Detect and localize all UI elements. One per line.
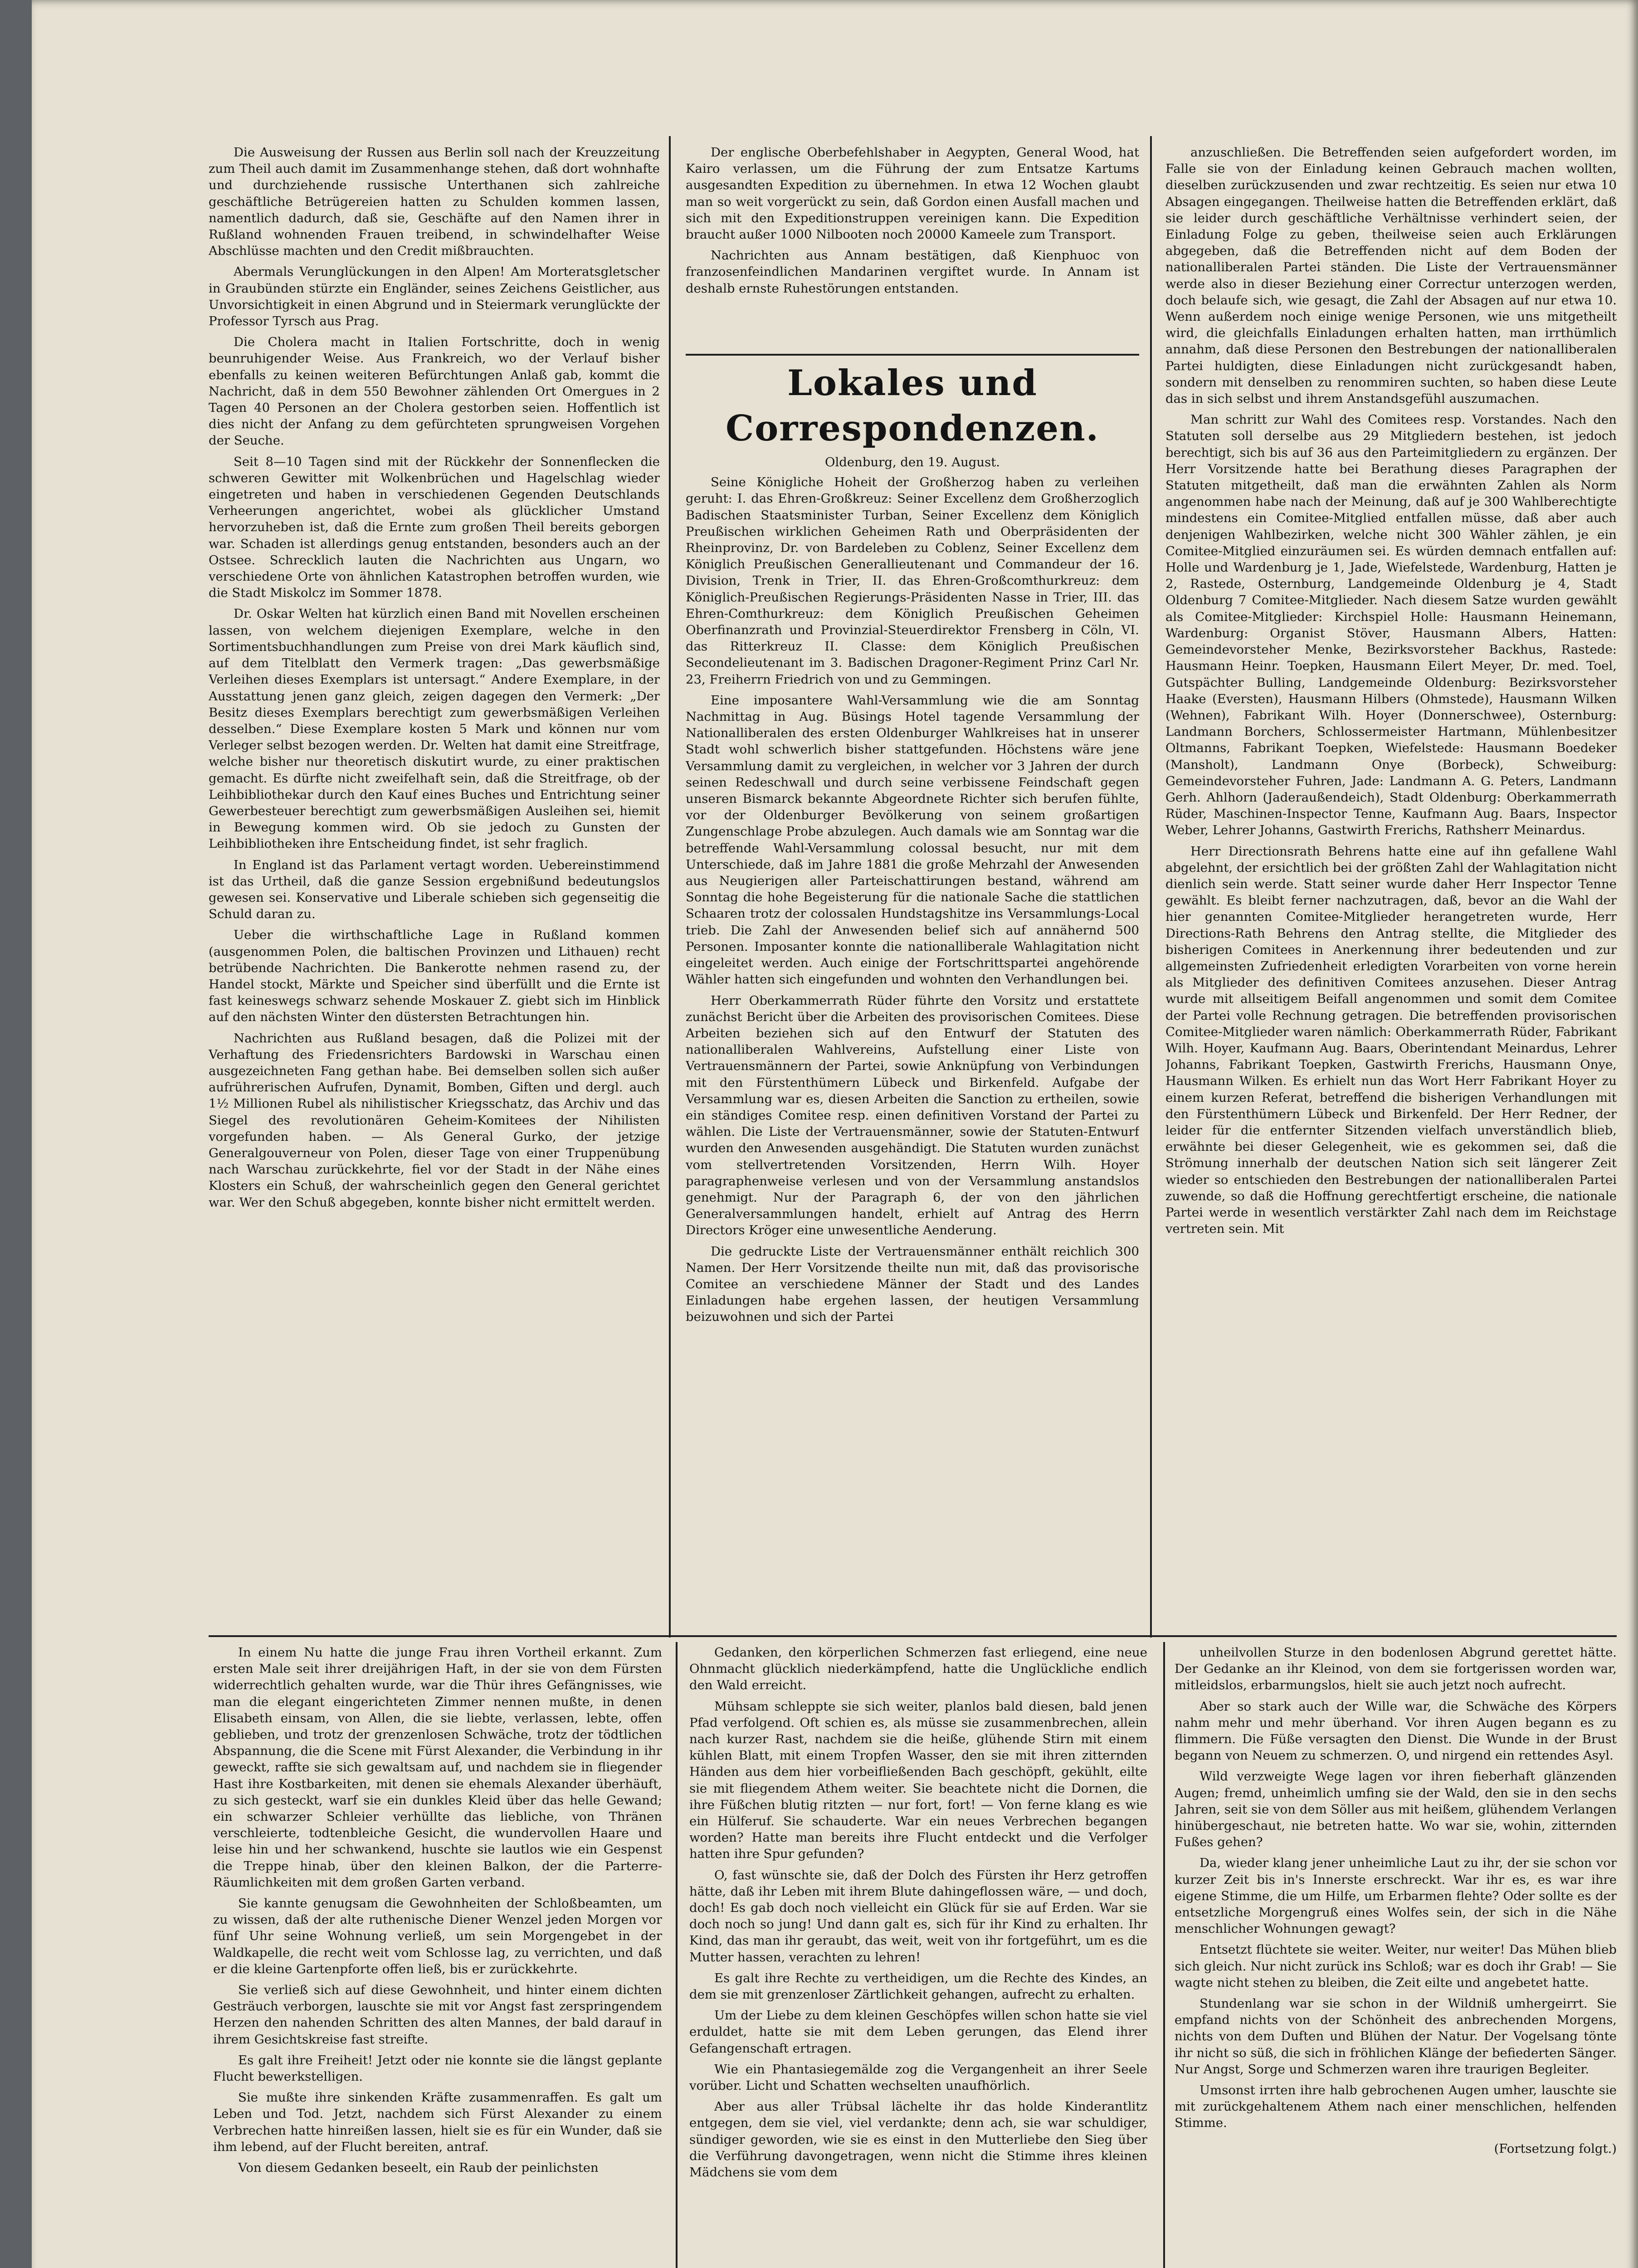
paragraph: Sie kannte genugsam die Gewohnheiten der Schloßbeamten, um zu wissen, daß der alte ruthenische Diener Wenzel jeden Morgen vor fünf Uhr seine Wohnung verließ, um sein Morgengebet in der Waldkapelle, die recht weit vom Schlosse lag, zu verrichten, und daß er die kleine Gartenpforte offen ließ, bis er zurückkehrte. — [213, 1896, 662, 1976]
paragraph: Aber aus aller Trübsal lächelte ihr das holde Kinderantlitz entgegen, dem sie viel, viel verdankte; denn ach, sie war schuldiger, sündiger geworden, wie sie es einst in den Mutterliebe den Sieg über die Verführung davongetragen, wenn nicht die Stimme ihres kleinen Mädchens sie vom dem — [689, 2099, 1147, 2180]
paragraph: Umsonst irrten ihre halb gebrochenen Augen umher, lauschte sie mit zurückgehaltenem Athem nach einer menschlichen, helfenden Stimme. — [1175, 2083, 1617, 2131]
paragraph: Herr Oberkammerrath Rüder führte den Vorsitz und erstattete zunächst Bericht über die Arbeiten des provisorischen Comitees. Diese Arbeiten beziehen sich auf den Entwurf der Statuten des nationalliberalen Wahlvereins, Aufstellung einer Liste von Vertrauensmännern der Partei, sowie Anknüpfung von Verbindungen mit den Fürstenthümern Lübeck und Birkenfeld. Aufgabe der Versammlung war es, diesen Arbeiten die Sanction zu ertheilen, sowie ein ständiges Comitee resp. einen definitiven Vorstand der Partei zu wählen. Die Liste der Vertrauensmänner, sowie der Statuten-Entwurf wurden den Anwesenden ausgehändigt. Die Statuten wurden zunächst vom stellvertretenden Vorsitzenden, Herrn Wilh. Hoyer paragraphenweise verlesen und von der Versammlung anstandslos genehmigt. Nur der Paragraph 6, der von den jährlichen Generalversammlungen handelt, erhielt auf Antrag des Herrn Directors Kröger eine unwesentliche Aenderung. — [686, 993, 1139, 1238]
feuilleton-rule-2 — [1163, 1642, 1165, 2268]
paragraph: Aber so stark auch der Wille war, die Schwäche des Körpers nahm mehr und mehr überhand. Vor ihren Augen begann es zu flimmern. Die Füße versagten den Dienst. Die Wunde in der Brust begann von Neuem zu schmerzen. O, und nirgend ein rettendes Asyl. — [1175, 1699, 1617, 1763]
paragraph: Eine imposantere Wahl-Versammlung wie die am Sonntag Nachmittag in Aug. Büsings Hotel tagende Versammlung der Nationalliberalen des ersten Oldenburger Wahlkreises hat in unserer Stadt wohl schwerlich bisher stattgefunden. Höchstens wäre jene Versammlung damit zu vergleichen, in welcher vor 3 Jahren der durch seinen Redeschwall und durch seine verbissene Feindschaft gegen unseren Bismarck bekannte Abgeordnete Richter sich berufen fühlte, vor der Oldenburger Bevölkerung von seinem großartigen Zungenschlage Probe abzulegen. Auch damals wie am Sonntag war die betreffende Wahl-Versammlung colossal besucht, nur mit dem Unterschiede, daß im Jahre 1881 die große Mehrzahl der Anwesenden aus Neugierigen aller Parteischattirungen bestand, während am Sonntag die hohe Begeisterung für die nationale Sache die stattlichen Schaaren trotz der colossalen Hundstagshitze ins Versammlungs-Local trieb. Die Zahl der Anwesenden belief sich auf annähernd 500 Personen. Imposanter konnte die nationalliberale Wahlagitation nicht eingeleitet werden. Auch einige der Fortschrittspartei angehörende Wähler hatten sich eingefunden und wohnten den Verhandlungen bei. — [686, 693, 1139, 987]
dateline: Oldenburg, den 19. August. — [824, 455, 1000, 469]
paragraph: Entsetzt flüchtete sie weiter. Weiter, nur weiter! Das Mühen blieb sich gleich. Nur nicht zurück ins Schloß; war es doch ihr Grab! — Sie wagte nicht stehen zu bleiben, die Zeit eilte und angebetet hatte. — [1175, 1942, 1617, 1990]
feuilleton-rule-1 — [676, 1642, 678, 2268]
paragraph: Um der Liebe zu dem kleinen Geschöpfes willen schon hatte sie viel erduldet, hatte sie mit dem Leben gerungen, das Elend ihrer Gefangenschaft ertragen. — [689, 2008, 1147, 2056]
paragraph: In England ist das Parlament vertagt worden. Uebereinstimmend ist das Urtheil, daß die ganze Session ergebnißund bedeutungslos gewesen sei. Konservative und Liberale schieben sich gegenseitig die Schuld daran zu. — [209, 857, 660, 922]
paragraph: Da, wieder klang jener unheimliche Laut zu ihr, der sie schon vor kurzer Zeit bis in's Innerste erschreckt. War ihr es, es war ihre eigene Stimme, die um Hilfe, um Erbarmen flehte? Oder sollte es der entsetzliche Morgengruß eines Wolfes sein, der sich in die Nähe menschlicher Wohnungen gewagt? — [1175, 1856, 1617, 1936]
paragraph: Es galt ihre Rechte zu vertheidigen, um die Rechte des Kindes, an dem sie mit grenzenloser Zärtlichkeit gehangen, aufrecht zu erhalten. — [689, 1970, 1147, 2002]
paragraph: Sie verließ sich auf diese Gewohnheit, und hinter einem dichten Gesträuch verborgen, lauschte sie mit vor Angst fast zerspringendem Herzen den nahenden Schritten des alten Mannes, der bald darauf in ihrem Gesichtskreise fast streifte. — [213, 1983, 662, 2047]
paragraph: Wie ein Phantasiegemälde zog die Vergangenheit an ihrer Seele vorüber. Licht und Schatten wechselten unaufhörlich. — [689, 2062, 1147, 2093]
paragraph: In einem Nu hatte die junge Frau ihren Vortheil erkannt. Zum ersten Male seit ihrer dreijährigen Haft, in der sie von dem Fürsten widerrechtlich gehalten wurde, war die Thür ihres Gefängnisses, wie man die elegant eingerichteten Zimmer nennen mußte, in denen Elisabeth einsam, von Allen, die sie liebte, verlassen, lebte, offen geblieben, und trotz der grenzenlosen Schwäche, trotz der tödtlichen Abspannung, die die Scene mit Fürst Alexander, die Verbindung in ihr geweckt, raffte sie sich gewaltsam auf, und nachdem sie in fliegender Hast ihre Kostbarkeiten, mit denen sie ehemals Alexander überhäuft, zu sich gesteckt, warf sie ein dunkles Kleid über das helle Gewand; ein schwarzer Schleier verhüllte das liebliche, von Thränen verschleierte, todtenbleiche Gesicht, die wundervollen Haare und leise hin und her schwankend, huschte sie lautlos wie ein Gespenst die Treppe hinab, über den kleinen Balkon, der die Parterre-Räumlichkeiten mit dem großen Garten verband. — [213, 1645, 662, 1890]
paragraph: unheilvollen Sturze in den bodenlosen Abgrund gerettet hätte. Der Gedanke an ihr Kleinod, von dem sie fortgerissen worden war, mitleidslos, erbarmungslos, hielt sie auch jetzt noch aufrecht. — [1175, 1645, 1617, 1693]
news-column-2-bottom — [686, 474, 1139, 1325]
paragraph: Gedanken, den körperlichen Schmerzen fast erliegend, eine neue Ohnmacht glücklich niederkämpfend, hatte die Unglückliche endlich den Wald erreicht. — [689, 1645, 1147, 1693]
news-column-2-top — [686, 144, 1139, 346]
feuilleton-rule — [209, 1635, 1617, 1637]
paragraph: Die Cholera macht in Italien Fortschritte, doch in wenig beunruhigender Weise. Aus Frankreich, wo der Verlauf bisher ebenfalls zu keinen weiteren Befürchtungen Anlaß gab, kommt die Nachricht, daß in dem 550 Bewohner zählenden Ort Omergues in 2 Tagen 40 Personen an der Cholera gestorben seien. Hoffentlich ist dies nicht der Anfang zu dem gefürchteten sprungweisen Vorgehen der Seuche. — [209, 335, 660, 448]
newspaper-page — [32, 0, 1638, 2268]
paragraph: Von diesem Gedanken beseelt, ein Raub der peinlichsten — [238, 2160, 599, 2175]
column-rule-1 — [669, 136, 671, 1637]
news-column-1 — [209, 144, 660, 1584]
column-rule-2 — [1150, 136, 1152, 1637]
paragraph: Stundenlang war sie schon in der Wildniß umhergeirrt. Sie empfand nichts von der Schönheit des anbrechenden Morgens, nichts von dem Duften und Blühen der Natur. Der Vogelsang tönte ihr nicht so süß, die sich in fröhlichen Klänge der befiederten Sänger. Nur Angst, Sorge und Schmerzen waren ihre traurigen Begleiter. — [1175, 1996, 1617, 2077]
feuilleton-column-3 — [1175, 1644, 1617, 2131]
paragraph: Ueber die wirthschaftliche Lage in Rußland kommen (ausgenommen Polen, die baltischen Provinzen und Lithauen) recht betrübende Nachrichten. Die Bankerotte nehmen rasend zu, der Handel stockt, Märkte und Speicher sind überfüllt und die Ernte ist fast keineswegs schwarz sehende Moskauer Z. giebt sich im Hinblick auf den nächsten Winter den düstersten Betrachtungen hin. — [209, 928, 660, 1025]
paragraph: Seit 8—10 Tagen sind mit der Rückkehr der Sonnenflecken die schweren Gewitter mit Wolkenbrüchen und Hagelschlag wieder eingetreten und haben in verschiedenen Gegenden Deutschlands Verheerungen angerichtet, wobei als glücklicher Umstand hervorzuheben ist, daß die Ernte zum großen Theil bereits geborgen war. Schaden ist allerdings genug entstanden, besonders auch an der Ostsee. Schrecklich lauten die Nachrichten aus Ungarn, wo verschiedene Orte von ähnlichen Katastrophen betroffen wurden, wie die Stadt Miskolcz im Sommer 1878. — [209, 454, 660, 601]
paragraph: Nachrichten aus Rußland besagen, daß die Polizei mit der Verhaftung des Friedensrichters Bardowski in Warschau einen ausgezeichneten Fang gethan habe. Bei demselben sollen sich außer aufrührerischen Aufrufen, Dynamit, Bomben, Giften und dergl. auch 1½ Millionen Rubel als nihilistischer Kriegsschatz, das Archiv und das Siegel des revolutionären Geheim-Komitees der Nihilisten vorgefunden haben. — Als General Gurko, der jetzige Generalgouverneur von Polen, dieser Tage von einer Truppenübung nach Warschau zurückkehrte, fiel vor der Stadt in der Nähe eines Klosters ein Schuß, der wahrscheinlich gegen den General gerichtet war. Wer den Schuß abgegeben, konnte bisher nicht ermittelt werden. — [209, 1031, 660, 1210]
paragraph: Mühsam schleppte sie sich weiter, planlos bald diesen, bald jenen Pfad verfolgend. Oft schien es, als müsse sie zusammenbrechen, allein nach kurzer Rast, nachdem sie die heiße, glühende Stirn mit einem kühlen Blatt, mit einem Tropfen Wasser, den sie mit ihren zitternden Händen aus dem hier vorbeifließenden Bach geschöpft, gekühlt, eilte sie mit fliegendem Athem weiter. Sie beachtete nicht die Dornen, die ihre Füßchen blutig ritzten — nur fort, fort! — Von ferne klang es wie ein Hülferuf. Sie schauderte. War ein neues Verbrechen begangen worden? Hatte man bereits ihre Flucht entdeckt und die Verfolger hatten ihre Spur gefunden? — [689, 1699, 1147, 1862]
paragraph: O, fast wünschte sie, daß der Dolch des Fürsten ihr Herz getroffen hätte, daß ihr Leben mit ihrem Blute dahingeflossen wäre, — und doch, doch! Es gab doch noch vielleicht ein Glück für sie auf Erden. War sie doch noch so jung! Und dann galt es, sich für ihr Kind zu erhalten. Ihr Kind, das man ihr geraubt, das weit, weit von ihr fortgeführt, um es die Mutter hassen, verachten zu lehren! — [689, 1867, 1147, 1965]
paragraph: anzuschließen. Die Betreffenden seien aufgefordert worden, im Falle sie von der Einladung keinen Gebrauch machen wollten, dieselben zurückzusenden und zwar rechtzeitig. Es seien nur etwa 10 Absagen eingegangen. Theilweise hatten die Betreffenden erklärt, daß sie leider durch geschäftliche Verhältnisse verhindert seien, der Einladung Folge zu geben, theilweise seien auch Erklärungen abgegeben, daß die Betreffenden nicht auf dem Boden der nationalliberalen Partei ständen. Die Liste der Vertrauensmänner werde also in dieser Beziehung einer Correctur unterzogen werden, doch belaufe sich, wie gesagt, die Zahl der Absagen auf nur etwa 10. Wenn außerdem noch einige wenige Personen, wie uns mitgetheilt wird, die gleichfalls Einladungen erhalten hatten, man irrthümlich annahm, daß diese Personen den Bestrebungen der nationalliberalen Partei huldigten, diese Einladungen nicht zurückgesandt haben, sondern mit denselben zu renommiren suchten, so haben diese Leute das in sich selbst und ihrem Anstandsgefühl auszumachen. — [1165, 145, 1617, 406]
paragraph: Nachrichten aus Annam bestätigen, daß Kienphuoc von franzosenfeindlichen Mandarinen vergiftet wurde. In Annam ist deshalb ernste Ruhestörungen entstanden. — [686, 248, 1139, 296]
paragraph: Die Ausweisung der Russen aus Berlin soll nach der Kreuzzeitung zum Theil auch damit im Zusammenhange stehen, daß dort wohnhafte und durchziehende russische Unterthanen sich zahlreiche geschäftliche Betrügereien hatten zu Schulden kommen lassen, namentlich dadurch, daß sie, Geschäfte auf den Namen ihrer in Rußland wohnenden Frauen treibend, in schwindelhafter Weise Abschlüsse machten und den Credit mißbrauchten. — [209, 145, 660, 259]
paragraph: Dr. Oskar Welten hat kürzlich einen Band mit Novellen erscheinen lassen, von welchem diejenigen Exemplare, welche in den Sortimentsbuchhandlungen zum Preise von drei Mark käuflich sind, auf dem Titelblatt den Vermerk tragen: „Das gewerbsmäßige Verleihen dieses Exemplars ist untersagt.“ Andere Exemplare, in der Ausstattung jenen ganz gleich, zeigen dagegen den Vermerk: „Der Besitz dieses Exemplars berechtigt zum gewerbsmäßigen Verleihen desselben.“ Diese Exemplare kosten 5 Mark und können nur vom Verleger selbst bezogen werden. Dr. Welten hat damit eine Streitfrage, welche bisher nur theoretisch diskutirt wurde, zu einer praktischen gemacht. Es dürfte nicht zweifelhaft sein, daß die Streitfrage, ob der Leihbibliothekar durch den Kauf eines Buches und Entrichtung seiner Gewerbesteuer berechtigt zum gewerbsmäßigen Ausleihen sei, hiemit in Bewegung kommen wird. Ob sie jedoch zu Gunsten der Leihbibliotheken ihre Entscheidung findet, ist sehr fraglich. — [209, 606, 660, 851]
feuilleton-column-3-wrap — [1175, 1644, 1617, 2268]
continuation-note: (Fortsetzung folgt.) — [1494, 2141, 1617, 2156]
paragraph: Man schritt zur Wahl des Comitees resp. Vorstandes. Nach den Statuten soll derselbe aus 29 Mitgliedern bestehen, ist jedoch berechtigt, sich bis auf 36 aus den Parteimitgliedern zu ergänzen. Der Herr Vorsitzende hatte bei Berathung dieses Paragraphen der Statuten mitgetheilt, daß man die erwähnten Zahlen als Norm angenommen habe nach der Meinung, daß auf je 300 Wahlberechtigte mindestens ein Comitee-Mitglied entfallen müsse, daß aber auch denjenigen Wahlbezirken, welche nicht 300 Wähler zählen, je ein Comitee-Mitglied einzuräumen sei. Es würden demnach entfallen auf: Holle und Wardenburg je 1, Jade, Wiefelstede, Wardenburg, Hatten je 2, Rastede, Osternburg, Landgemeinde Oldenburg je 4, Stadt Oldenburg 7 Comitee-Mitglieder. Nach diesem Satze wurden gewählt als Comitee-Mitglieder: Kirchspiel Holle: Hausmann Heinemann, Wardenburg: Organist Stöver, Hausmann Albers, Hatten: Gemeindevorsteher Menke, Bezirksvorsteher Backhus, Rastede: Hausmann Heinr. Toepken, Hausmann Eilert Meyer, Dr. med. Toel, Gutspächter Bulling, Landgemeinde Oldenburg: Bezirksvorsteher Haake (Eversten), Hausmann Hilbers (Ohmstede), Hausmann Wilken (Wehnen), Fabrikant Wilh. Hoyer (Donnerschwee), Osternburg: Landmann Borchers, Schlossermeister Hartmann, Mühlenbesitzer Oltmanns, Fabrikant Toepken, Wiefelstede: Hausmann Boedeker (Mansholt), Landmann Onye (Borbeck), Schweiburg: Gemeindevorsteher Fuhren, Jade: Landmann A. G. Peters, Landmann Gerh. Ahlhorn (Jaderaußendeich), Stadt Oldenburg: Oberkammerrath Rüder, Maschinen-Inspector Tenne, Kaufmann Aug. Baars, Inspector Weber, Lehrer Johanns, Gastwirth Frerichs, Rathsherr Meinardus. — [1165, 412, 1617, 838]
paragraph: Sie mußte ihre sinkenden Kräfte zusammenraffen. Es galt um Leben und Tod. Jetzt, nachdem sich Fürst Alexander zu einem Verbrechen hatte hinreißen lassen, hielt sie es für ein Wunder, daß sie ihm lebend, auf der Flucht bereiten, antraf. — [213, 2090, 662, 2154]
feuilleton-column-1 — [213, 1644, 662, 2268]
paragraph: Es galt ihre Freiheit! Jetzt oder nie konnte sie die längst geplante Flucht bewerkstelligen. — [213, 2053, 662, 2084]
paragraph: Seine Königliche Hoheit der Großherzog haben zu verleihen geruht: I. das Ehren-Großkreuz: Seiner Excellenz dem Großherzoglich Badischen Staatsminister Turban, Seiner Excellenz dem Königlich Preußischen wirklichen Geheimen Rath und Oberpräsidenten der Rheinprovinz, Dr. von Bardeleben zu Coblenz, Seiner Excellenz dem Königlich Preußischen Generallieutenant und Commandeur der 16. Division, Trenk in Trier, II. das Ehren-Großcomthurkreuz: dem Königlich-Preußischen Regierungs-Präsidenten Nasse in Trier, III. das Ehren-Comthurkreuz: dem Königlich Preußischen Geheimen Oberfinanzrath und Provinzial-Steuerdirektor Frensberg in Cöln, VI. das Ritterkreuz II. Classe: dem Königlich Preußischen Secondelieutenant im 3. Badischen Dragoner-Regiment Prinz Carl Nr. 23, Freiherrn Friedrich von und zu Gemmingen. — [686, 475, 1139, 687]
section-title: Lokales und Correspondenzen. — [726, 362, 1099, 449]
paragraph: Abermals Verunglückungen in den Alpen! Am Morteratsgletscher in Graubünden stürzte ein Engländer, seines Zeichens Geistlicher, aus Unvorsichtigkeit in einen Abgrund und in Steiermark verunglückte der Professor Tyrsch aus Prag. — [209, 264, 660, 329]
paragraph: Herr Directionsrath Behrens hatte eine auf ihn gefallene Wahl abgelehnt, der ersichtlich bei der größten Zahl der Wahlagitation nicht dienlich sein werde. Statt seiner wurde daher Herr Inspector Tenne gewählt. Es bleibt ferner nachzutragen, daß, bevor an die Wahl der hier genannten Comitee-Mitglieder herangetreten wurde, Herr Directions-Rath Behrens den Antrag stellte, die Mitglieder des bisherigen Comitees in Anerkennung ihrer bedeutenden und zur allgemeinsten Zufriedenheit erledigten Vorarbeiten von vorne herein als Mitglieder des definitiven Comitees anzusehen. Dieser Antrag wurde mit allseitigem Beifall angenommen und somit dem Comitee der Partei volle Rechnung getragen. Die betreffenden provisorischen Comitee-Mitglieder waren nämlich: Oberkammerrath Rüder, Fabrikant Wilh. Hoyer, Kaufmann Aug. Baars, Oberintendant Meinardus, Lehrer Johanns, Fabrikant Toepken, Gastwirth Frerichs, Hausmann Onye, Hausmann Wilken. Es erhielt nun das Wort Herr Fabrikant Hoyer zu einem kurzen Referat, betreffend die bisherigen Verhandlungen mit den Fürstenthümern Lübeck und Birkenfeld. Der Herr Redner, der leider für die entfernter Sitzenden vielfach unverständlich blieb, erwähnte bei dieser Gelegenheit, wie es gekommen sei, daß die Strömung innerhalb der deutschen Nation sich seit längerer Zeit wieder so entschieden den Bestrebungen der nationalliberalen Partei zuwende, so daß die Hoffnung gerechtfertigt erscheine, die nationale Partei werde in wesentlich verstärkter Zahl nach dem im Reichstage vertreten sein. Mit — [1165, 844, 1617, 1237]
paragraph: Die gedruckte Liste der Vertrauensmänner enthält reichlich 300 Namen. Der Herr Vorsitzende theilte nun mit, daß das provisorische Comitee an verschiedene Männer der Stadt und des Landes Einladungen habe ergehen lassen, der heutigen Versammlung beizuwohnen und sich der Partei — [686, 1244, 1139, 1325]
feuilleton-column-2 — [689, 1644, 1147, 2268]
news-column-3 — [1165, 144, 1617, 1637]
paragraph: Der englische Oberbefehlshaber in Aegypten, General Wood, hat Kairo verlassen, um die Führung der zum Entsatze Kartums ausgesandten Expedition zu übernehmen. In etwa 12 Wochen glaubt man so weit vorgerückt zu sein, daß Gordon einen Ausfall machen und sich mit den Expeditionstruppen vereinigen kann. Die Expedition braucht außer 1000 Nilbooten noch 20000 Kameele zum Transport. — [686, 145, 1139, 242]
paragraph: Wild verzweigte Wege lagen vor ihren fieberhaft glänzenden Augen; fremd, unheimlich umfing sie der Wald, den sie in den sechs Jahren, seit sie von dem Söller aus mit heißem, glühendem Verlangen hinübergeschaut, nie betreten hatte. Wo war sie, wohin, zitternden Fußes gehen? — [1175, 1769, 1617, 1850]
section-rule — [686, 354, 1139, 356]
local-section — [686, 361, 1139, 1635]
